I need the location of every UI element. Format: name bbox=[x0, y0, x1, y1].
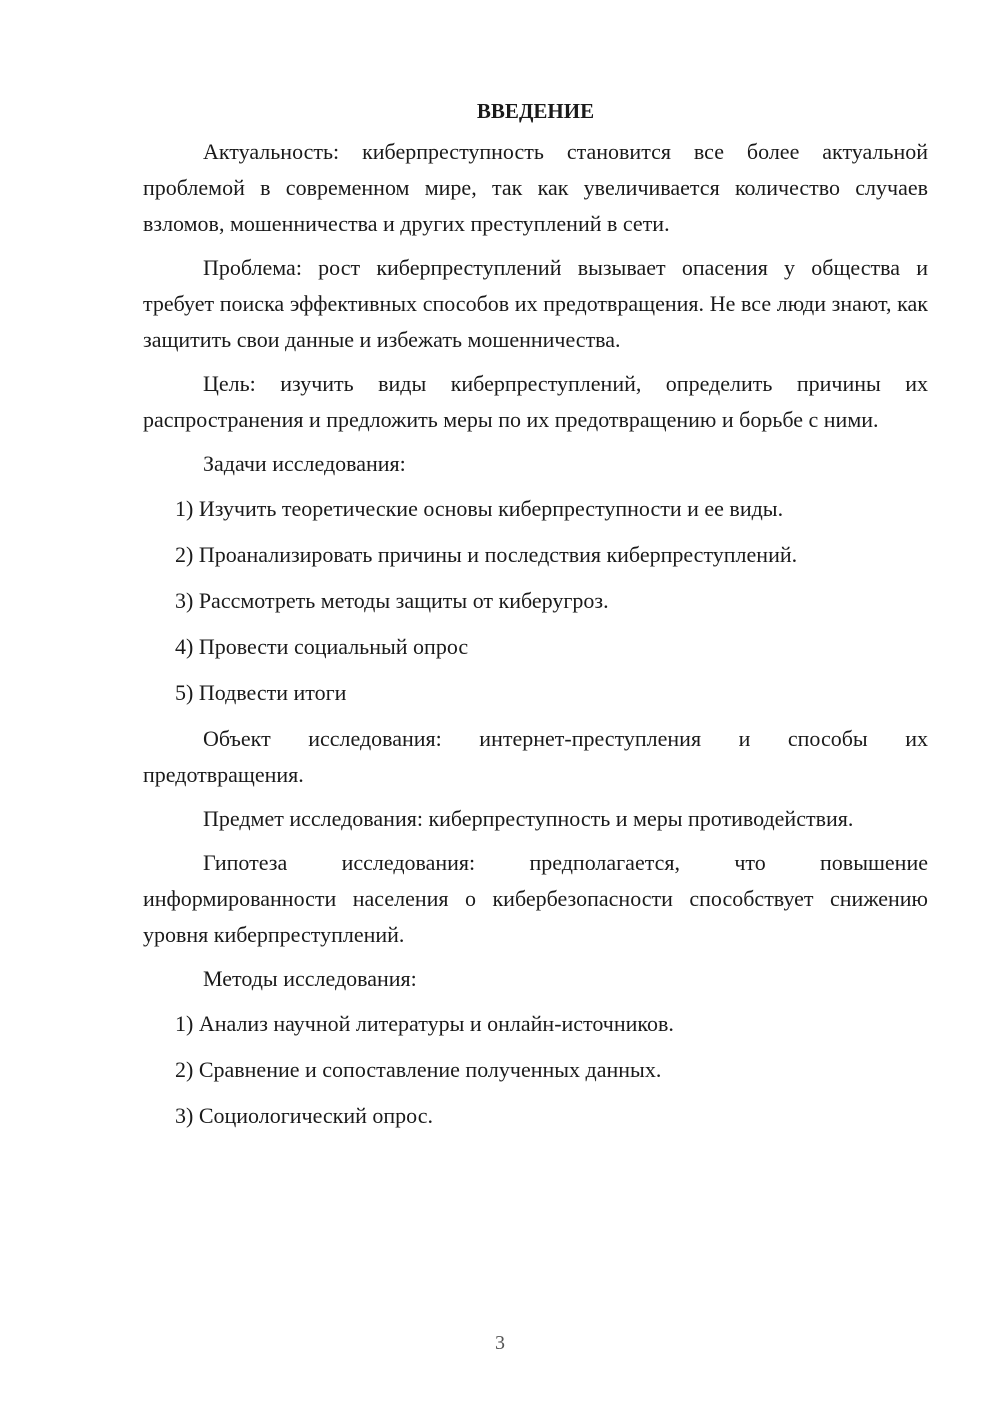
problem-paragraph: Проблема: рост киберпреступлений вызывает опасения у общества и требует поиска эффективных способов их предотвращения. Не все люди знают, как защитить свои данные и избежать мошенничества. bbox=[143, 255, 928, 352]
list-item: 1) Изучить теоретические основы киберпреступности и ее виды. bbox=[175, 496, 784, 521]
subject-paragraph: Предмет исследования: киберпреступность и меры противодействия. bbox=[203, 806, 854, 831]
list-item: 2) Проанализировать причины и последствия киберпреступлений. bbox=[175, 542, 798, 567]
list-item: 4) Провести социальный опрос bbox=[175, 634, 469, 659]
methods-list bbox=[143, 1006, 928, 1134]
list-item: 1) Анализ научной литературы и онлайн-источников. bbox=[175, 1011, 674, 1036]
list-item: 5) Подвести итоги bbox=[175, 680, 347, 705]
page-number: 3 bbox=[495, 1332, 505, 1354]
list-item: 3) Социологический опрос. bbox=[175, 1103, 433, 1128]
document-body bbox=[143, 96, 928, 1144]
object-paragraph: Объект исследования: интернет-преступления и способы их предотвращения. bbox=[143, 726, 928, 787]
page-title: ВВЕДЕНИЕ bbox=[476, 99, 595, 123]
list-item: 2) Сравнение и сопоставление полученных данных. bbox=[175, 1057, 662, 1082]
hypothesis-paragraph: Гипотеза исследования: предполагается, что повышение информированности населения о кибербезопасности способствует снижению уровня киберпреступлений. bbox=[143, 850, 928, 947]
relevance-paragraph: Актуальность: киберпреступность становится все более актуальной проблемой в современном мире, так как увеличивается количество случаев взломов, мошенничества и других преступлений в сети. bbox=[143, 139, 928, 236]
methods-heading: Методы исследования: bbox=[203, 966, 417, 991]
goal-paragraph: Цель: изучить виды киберпреступлений, определить причины их распространения и предложить меры по их предотвращению и борьбе с ними. bbox=[143, 371, 928, 432]
tasks-heading: Задачи исследования: bbox=[203, 451, 406, 476]
list-item: 3) Рассмотреть методы защиты от киберугроз. bbox=[175, 588, 609, 613]
tasks-list bbox=[143, 491, 928, 711]
